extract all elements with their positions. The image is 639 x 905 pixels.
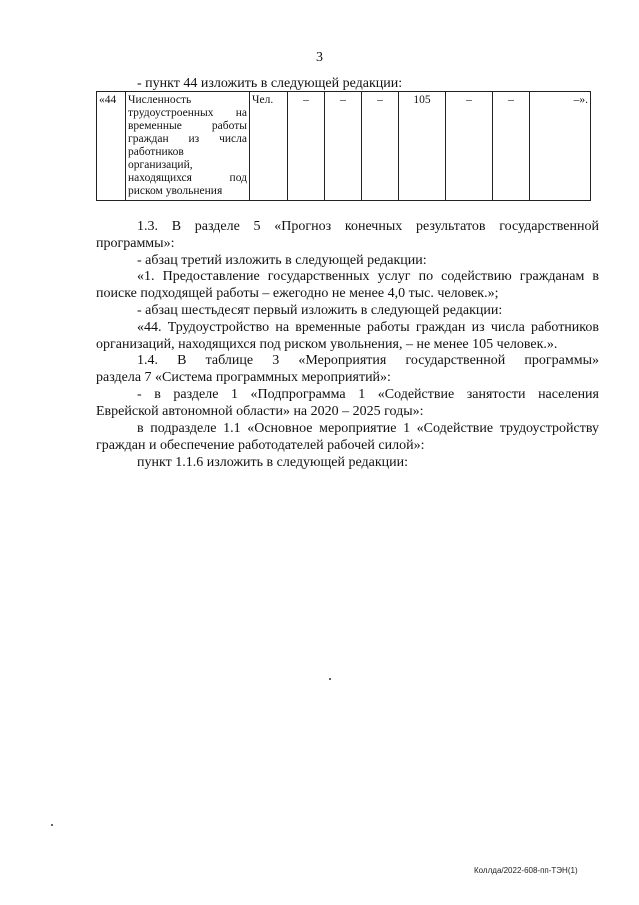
value-cell: 105 — [399, 92, 446, 201]
indicator-name-line: трудоустроенных на — [128, 107, 247, 119]
value-cell: – — [446, 92, 493, 201]
page-number: 3 — [316, 50, 323, 65]
value-cell: – — [325, 92, 362, 201]
paragraph-line: «1. Предоставление государственных услуг по содействию гражданам в — [137, 269, 599, 284]
paragraph-line: поиске подходящей работы – ежегодно не менее 4,0 тыс. человек.»; — [96, 286, 499, 301]
paragraph-line: Еврейской автономной области» на 2020 – 2025 годы»: — [96, 404, 424, 419]
paragraph-line: - абзац третий изложить в следующей редакции: — [137, 253, 427, 268]
paragraph-line: в подразделе 1.1 «Основное мероприятие 1 «Содействие трудоустройству — [137, 421, 599, 436]
unit-cell: Чел. — [250, 92, 288, 201]
paragraph-line: пункт 1.1.6 изложить в следующей редакции: — [137, 455, 408, 470]
indicator-name-line: Численность — [128, 94, 192, 106]
indicator-name-line: временные работы — [128, 120, 247, 132]
indicator-name-line: работников — [128, 146, 184, 158]
indicator-name-line: организаций, — [128, 159, 193, 171]
paragraph-line: программы»: — [96, 236, 175, 251]
indicator-name-line: граждан из числа — [128, 133, 247, 145]
value-cell: –». — [530, 92, 591, 201]
paragraph-line: организаций, находящихся под риском увольнения, – не менее 105 человек.». — [96, 337, 558, 352]
paragraph-line: «44. Трудоустройство на временные работы граждан из числа работников — [137, 320, 599, 335]
scan-speck — [329, 678, 331, 680]
scan-speck — [51, 824, 53, 826]
paragraph-line: 1.3. В разделе 5 «Прогноз конечных результатов государственной — [137, 219, 599, 234]
table-row — [97, 92, 591, 201]
footer-code: Коллда/2022-608-пп-ТЭН(1) — [474, 866, 578, 875]
paragraph-line: 1.4. В таблице 3 «Мероприятия государственной программы» — [137, 353, 599, 368]
row-number-cell: «44 — [97, 92, 126, 201]
indicator-name-line: риском увольнения — [128, 185, 223, 197]
value-cell: – — [493, 92, 530, 201]
paragraph-line: раздела 7 «Система программных мероприятий»: — [96, 370, 391, 385]
paragraph-line: граждан и обеспечение работодателей рабочей силой»: — [96, 438, 425, 453]
value-cell: – — [288, 92, 325, 201]
value-cell: – — [362, 92, 399, 201]
indicator-name-cell — [126, 92, 250, 201]
paragraph-line: - в разделе 1 «Подпрограмма 1 «Содействие занятости населения — [137, 387, 599, 402]
paragraph-line: - абзац шестьдесят первый изложить в следующей редакции: — [137, 303, 503, 318]
amendment-table — [96, 91, 591, 201]
indicator-name-line: находящихся под — [128, 172, 247, 184]
intro-line: - пункт 44 изложить в следующей редакции: — [137, 76, 403, 91]
